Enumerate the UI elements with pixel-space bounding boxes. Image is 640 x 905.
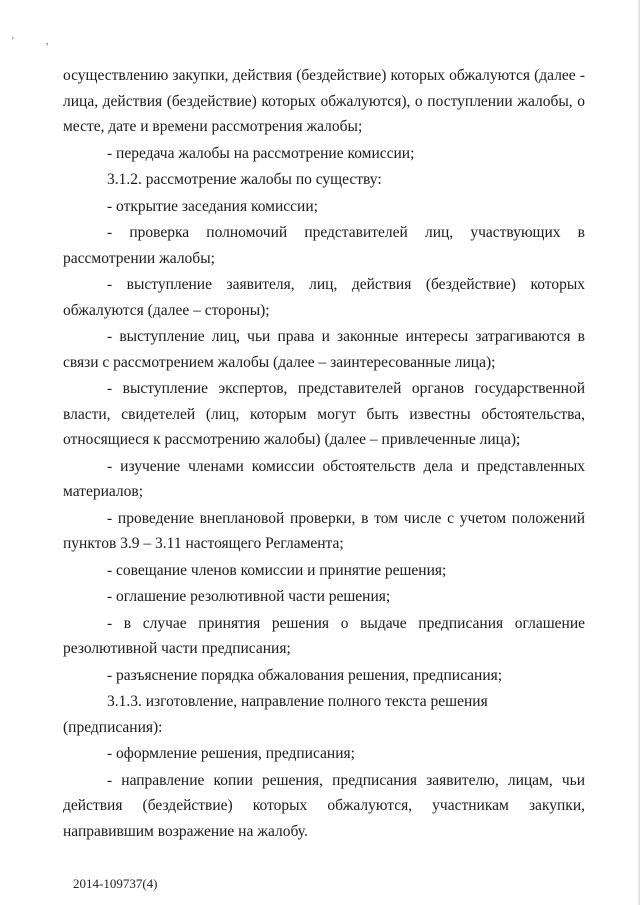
list-item: - выступление экспертов, представителей органов государственной власти, свидетелей (лиц, которым могут быть известны обстоятельства, относящиеся к рассмотрению жалобы) (далее – привлеченные лица); [63, 380, 585, 448]
list-item: - выступление лиц, чьи права и законные интересы затрагиваются в связи с рассмотрением жалобы (далее – заинтересованные лица); [63, 328, 585, 371]
section-heading: 3.1.3. изготовление, направление полного текста решения (предписания): [63, 693, 488, 736]
paragraph: осуществлению закупки, действия (бездействие) которых обжалуются (далее - лица, действия (бездействие) которых обжалуются), о поступлении жалобы, о месте, дате и времени рассмотрения жалобы; [63, 67, 585, 135]
list-item: - совещание членов комиссии и принятие решения; [107, 561, 447, 579]
section-heading: 3.1.2. рассмотрение жалобы по существу: [107, 171, 382, 188]
scan-mark: ' [12, 36, 14, 47]
list-item: - в случае принятия решения о выдаче предписания оглашение резолютивной части предписания; [63, 614, 585, 657]
list-item: - изучение членами комиссии обстоятельств дела и представленных материалов; [63, 457, 585, 500]
list-item: - проверка полномочий представителей лиц, участвующих в рассмотрении жалобы; [63, 224, 585, 267]
scan-mark: , [46, 36, 49, 47]
list-item: - оформление решения, предписания; [107, 745, 355, 762]
list-item: - передача жалобы на рассмотрение комиссии; [107, 144, 415, 162]
list-item: - оглашение резолютивной части решения; [107, 588, 391, 605]
list-item: - направление копии решения, предписания заявителю, лицам, чьи действия (бездействие) которых обжалуются, участникам закупки, направившим возражение на жалобу. [63, 771, 585, 840]
list-item: - выступление заявителя, лиц, действия (бездействие) которых обжалуются (далее – стороны); [63, 276, 585, 319]
document-code: 2014-109737(4) [73, 876, 158, 891]
list-item: - разъяснение порядка обжалования решения, предписания; [107, 666, 503, 684]
list-item: - открытие заседания комиссии; [107, 197, 318, 215]
document-body [63, 63, 585, 844]
list-item: - проведение внеплановой проверки, в том числе с учетом положений пунктов 3.9 – 3.11 настоящего Регламента; [63, 509, 585, 552]
